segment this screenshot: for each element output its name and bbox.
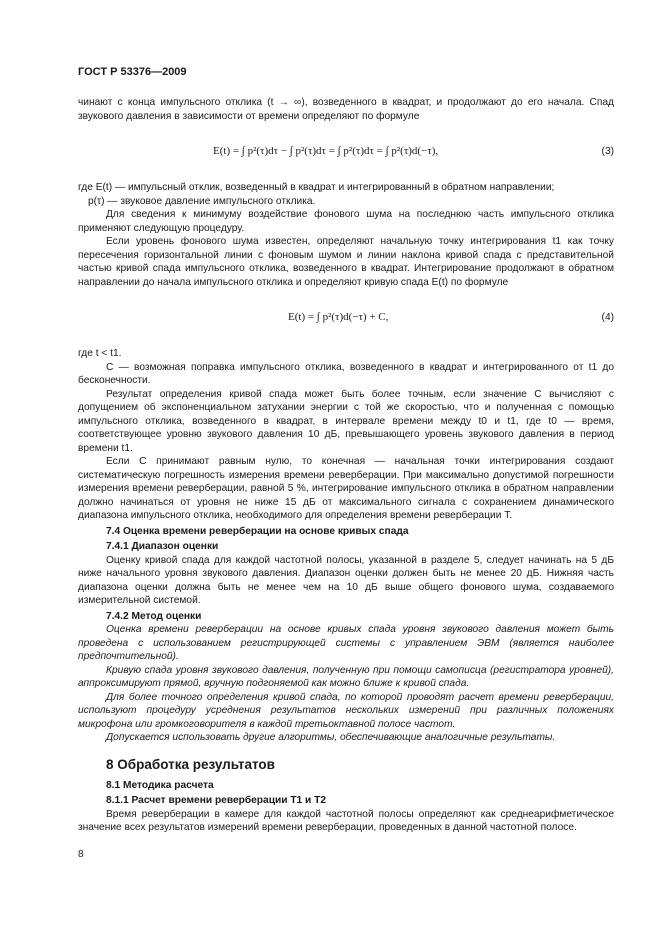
formula-3-expression: E(t) = ∫ p²(τ)dτ − ∫ p²(τ)dτ = ∫ p²(τ)dτ = ∫ p²(τ)d(−τ), bbox=[213, 145, 439, 157]
page-content bbox=[78, 96, 614, 835]
section-7-4-1-text: Оценку кривой спада для каждой частотной полосы, указанной в разделе 5, следует начинать на 5 дБ ниже начального уровня звукового давления. Диапазон оценки должен быть не менее 20 дБ. Нижняя часть диапазона оценки должна быть не менее чем на 10 дБ выше общего фонового шума, создаваемого измерительной системой. bbox=[78, 554, 614, 606]
formula-4 bbox=[78, 303, 614, 333]
paragraph-result: Результат определения кривой спада может быть более точным, если значение C вычисляют с допущением об экспоненциальном затухании энергии с той же скоростью, что и полученная с помощью импульсного отклика, возведенного в квадрат, в интервале времени между t0 и t1, где t0 — время, соответствующее уровню звукового давления 10 дБ, превышающего уровень звукового давления в период времени t1. bbox=[78, 388, 614, 454]
section-8-1-1-heading: 8.1.1 Расчет времени реверберации T1 и T2 bbox=[106, 795, 327, 806]
section-8-1-heading: 8.1 Методика расчета bbox=[106, 779, 214, 791]
section-7-4-heading: 7.4 Оценка времени реверберации на основе кривых спада bbox=[106, 525, 409, 537]
paragraph-error: Если C принимают равным нулю, то конечная — начальная точки интегрирования создают систематическую погрешность измерения времени реверберации. При максимально допустимой погрешности измерения времени реверберации, равной 5 %, интегрирование импульсного отклика в обратном направлении должно начинаться от уровня не ниже 15 дБ от максимального сигнала с сохранением динамического диапазона импульсного отклика, необходимого для определения времени реверберации T. bbox=[78, 456, 614, 521]
paragraph-integration: Если уровень фонового шума известен, определяют начальную точку интегрирования t1 как точку пересечения горизонтальной линии с фоновым шумом и линии наклона кривой спада с представительной частью кривой спада импульсного отклика, возведенного в квадрат. Интегрирование продолжают в обратном направлении до начала импульсного отклика и определяют кривую спада E(t) по формуле bbox=[78, 236, 614, 288]
section-7-4-2-paragraph-4: Допускается использовать другие алгоритмы, обеспечивающие аналогичные результаты. bbox=[106, 732, 556, 743]
formula-4-number: (4) bbox=[601, 312, 614, 323]
definition-e: где E(t) — импульсный отклик, возведенный в квадрат и интегрированный в обратном направлении; bbox=[78, 182, 555, 193]
section-8-heading: 8 Обработка результатов bbox=[106, 756, 275, 772]
section-8-1-1-text: Время реверберации в камере для каждой частотной полосы определяют как среднеарифметическое значение всех результатов измерений времени реверберации, проведенных в данной частотной полосе. bbox=[78, 808, 614, 833]
section-7-4-2-paragraph-2: Кривую спада уровня звукового давления, полученную при помощи самописца (регистратора уровней), аппроксимируют прямой, вручную подгоняемой как можно ближе к кривой спада. bbox=[78, 664, 614, 689]
definition-c: C — возможная поправка импульсного отклика, возведенного в квадрат и интегрированного от t1 до бесконечности. bbox=[78, 361, 614, 386]
section-7-4-2-heading: 7.4.2 Метод оценки bbox=[106, 610, 202, 622]
standard-header: ГОСТ Р 53376—2009 bbox=[78, 66, 187, 78]
page-number: 8 bbox=[78, 849, 84, 860]
paragraph-noise: Для сведения к минимуму воздействие фонового шума на последнюю часть импульсного отклика применяют следующую процедуру. bbox=[78, 209, 614, 234]
formula-3-number: (3) bbox=[601, 146, 614, 157]
section-7-4-2-paragraph-3: Для более точного определения кривой спада, по которой проводят расчет времени реверберации, используют процедуру усреднения результатов нескольких измерений при различных положениях микрофона или громкоговорителя в каждой третьоктавной полосе частот. bbox=[78, 691, 614, 730]
section-7-4-1-heading: 7.4.1 Диапазон оценки bbox=[106, 541, 219, 552]
formula-4-expression: E(t) = ∫ p²(τ)d(−τ) + C, bbox=[288, 311, 389, 323]
intro-paragraph: чинают с конца импульсного отклика (t → ∞), возведенного в квадрат, и продолжают до его начала. Спад звукового давления в зависимости от времени определяют по формуле bbox=[78, 97, 614, 122]
definition-t: где t < t1. bbox=[78, 348, 122, 359]
definition-p: p(τ) — звуковое давление импульсного отклика. bbox=[88, 195, 316, 207]
section-7-4-2-paragraph-1: Оценка времени реверберации на основе кривых спада уровня звукового давления может быть проведена с использованием регистрирующей системы с управлением ЭВМ (является наиболее предпочтительной). bbox=[78, 624, 614, 662]
formula-3 bbox=[78, 137, 614, 167]
